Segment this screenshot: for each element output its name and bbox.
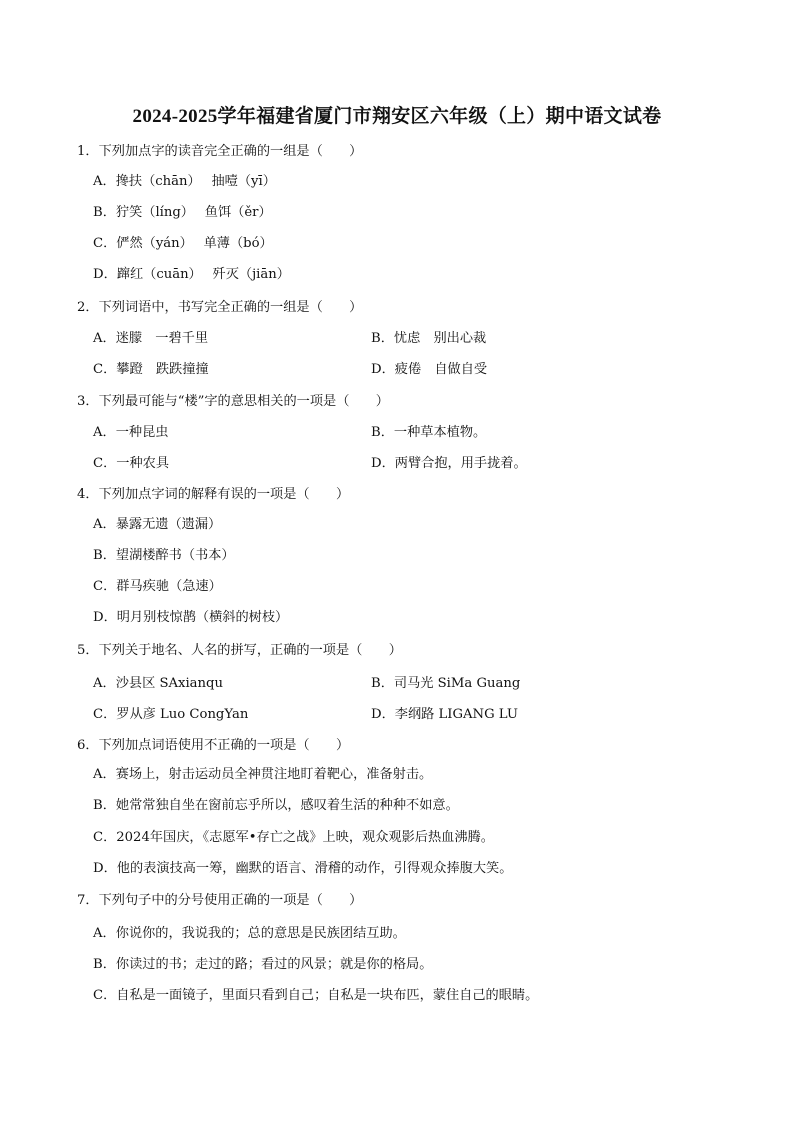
question-1-option-d: D．蹿红（cuān） 歼灭（jiān） xyxy=(93,267,290,282)
question-1-option-b: B．狞笑（líng） 鱼饵（ěr） xyxy=(93,205,272,220)
question-1-option-c: C．俨然（yán） 单薄（bó） xyxy=(93,236,273,251)
question-3-stem: 3．下列最可能与“楼”字的意思相关的一项是（ ） xyxy=(77,394,389,409)
question-2-option-a: A．迷朦 一碧千里 xyxy=(93,331,209,346)
question-4-option-c: C．群马疾驰（急速） xyxy=(93,579,222,594)
question-7-stem: 7．下列句子中的分号使用正确的一项是（ ） xyxy=(77,893,363,908)
question-3-option-d: D．两臂合抱，用手拢着。 xyxy=(371,456,527,471)
question-2-option-c: C．攀蹬 跌跌撞撞 xyxy=(93,362,209,377)
page-title: 2024-2025学年福建省厦门市翔安区六年级（上）期中语文试卷 xyxy=(132,106,662,127)
question-7-option-b: B．你读过的书；走过的路；看过的风景；就是你的格局。 xyxy=(93,957,433,972)
question-6-stem: 6．下列加点词语使用不正确的一项是（ ） xyxy=(77,738,350,753)
question-7-option-a: A．你说你的，我说我的；总的意思是民族团结互助。 xyxy=(93,926,406,941)
question-6-option-a: A．赛场上，射击运动员全神贯注地盯着靶心，准备射击。 xyxy=(93,767,433,782)
question-6-option-b: B．她常常独自坐在窗前忘乎所以，感叹着生活的种种不如意。 xyxy=(93,798,459,813)
question-4-option-d: D．明月别枝惊鹊（横斜的树枝） xyxy=(93,610,289,625)
question-3-option-b: B．一种草本植物。 xyxy=(371,425,487,440)
question-3-option-a: A．一种昆虫 xyxy=(93,425,169,440)
question-5-option-c: C．罗从彦 Luo CongYan xyxy=(93,707,249,722)
question-2-stem: 2．下列词语中，书写完全正确的一组是（ ） xyxy=(77,300,363,315)
question-5-option-b: B．司马光 SiMa Guang xyxy=(371,676,521,691)
question-1-stem: 1．下列加点字的读音完全正确的一组是（ ） xyxy=(77,144,363,159)
question-7-option-c: C．自私是一面镜子，里面只看到自己；自私是一块布匹，蒙住自己的眼睛。 xyxy=(93,988,539,1003)
question-5-option-a: A．沙县区 SAxianqu xyxy=(93,676,223,691)
question-4-stem: 4．下列加点字词的解释有误的一项是（ ） xyxy=(77,487,350,502)
question-1-option-a: A．搀扶（chān） 抽噎（yī） xyxy=(93,174,276,189)
question-6-option-d: D．他的表演技高一筹，幽默的语言、滑稽的动作，引得观众捧腹大笑。 xyxy=(93,861,513,876)
question-6-option-c: C．2024年国庆，《志愿军•存亡之战》上映，观众观影后热血沸腾。 xyxy=(93,830,494,845)
question-3-option-c: C．一种农具 xyxy=(93,456,170,471)
question-5-option-d: D．李纲路 LIGANG LU xyxy=(371,707,518,722)
question-4-option-b: B．望湖楼醉书（书本） xyxy=(93,548,235,563)
question-5-stem: 5．下列关于地名、人名的拼写，正确的一项是（ ） xyxy=(77,643,402,658)
question-2-option-b: B．忧虑 别出心裁 xyxy=(371,331,487,346)
question-2-option-d: D．疲倦 自做自受 xyxy=(371,362,488,377)
question-4-option-a: A．暴露无遗（遗漏） xyxy=(93,517,222,532)
